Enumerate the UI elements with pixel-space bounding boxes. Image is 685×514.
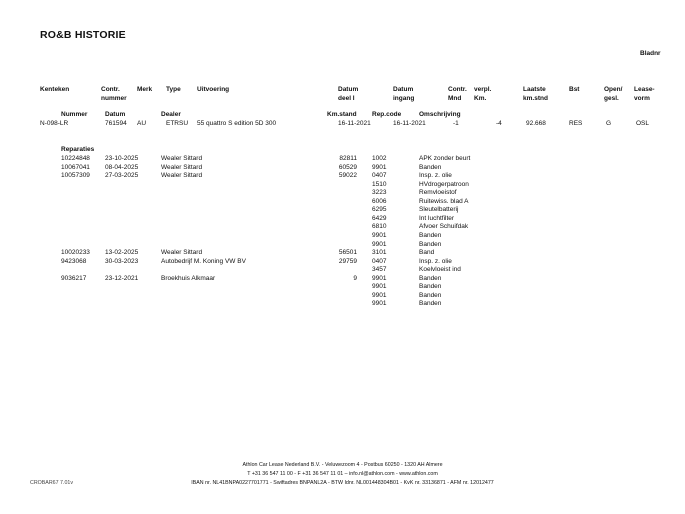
repair-kmstand: 60529 [338, 163, 357, 171]
header-open-gesl: Open/ gesl. [604, 86, 623, 102]
repair-code: 9901 [372, 283, 387, 291]
repair-nummer: 9036217 [61, 274, 87, 282]
repair-omschrijving: Banden [419, 300, 442, 308]
header-nummer: Nummer [61, 111, 88, 118]
repair-kmstand: 29759 [338, 257, 357, 265]
repair-code: 9901 [372, 240, 387, 248]
repair-kmstand: 56501 [338, 249, 357, 257]
repair-kmstand: 9 [353, 274, 357, 282]
repair-omschrijving: Insp. z. olie [419, 172, 452, 180]
header-datum-deel: Datum deel I [338, 86, 359, 102]
header-datum: Datum [105, 111, 126, 118]
repair-code: 9901 [372, 231, 387, 239]
repair-dealer: Wealer Sittard [161, 172, 203, 180]
repair-omschrijving: Koelvloeist ind [419, 266, 461, 274]
repair-code: 9901 [372, 274, 387, 282]
repair-omschrijving: Remvloeistof [419, 189, 457, 197]
repair-omschrijving: Int luchtfilter [419, 214, 455, 222]
repair-omschrijving: Insp. z. olie [419, 257, 452, 265]
repair-code: 6810 [372, 223, 387, 231]
repair-omschrijving: Ruitewiss. blad A [419, 197, 469, 205]
vehicle-kenteken: N-098-LR [40, 120, 69, 127]
repair-kmstand: 59022 [338, 172, 357, 180]
vehicle-leasevorm: OSL [636, 120, 650, 127]
repair-code: 9901 [372, 291, 387, 299]
repair-nummer: 10057309 [61, 172, 90, 180]
repair-datum: 30-03-2023 [105, 257, 139, 265]
repair-omschrijving: Afvoer Schuifdak [419, 223, 469, 231]
header-omschrijving: Omschrijving [419, 111, 461, 118]
header-type: Type [166, 86, 181, 93]
vehicle-verpl-km: -4 [496, 120, 502, 127]
repair-omschrijving: Banden [419, 283, 442, 291]
vehicle-kmstnd: 92.668 [526, 120, 546, 127]
repair-datum: 13-02-2025 [105, 249, 139, 257]
repair-omschrijving: APK zonder beurt [419, 155, 471, 162]
header-contr-mnd: Contr. Mnd [448, 86, 467, 102]
repair-omschrijving: HVdrogerpatroon [419, 180, 469, 188]
header-verpl-km: verpl. Km. [474, 86, 492, 102]
repair-code: 6006 [372, 197, 387, 205]
repair-dealer: Wealer Sittard [161, 249, 203, 257]
repair-code: 1002 [372, 155, 387, 162]
vehicle-datum-deel: 16-11-2021 [338, 120, 371, 127]
footer-contact: T +31 36 547 11 00 - F +31 36 547 11 01 – info.nl@athlon.com - www.athlon.com [247, 471, 438, 477]
repair-dealer: Wealer Sittard [161, 155, 203, 162]
repair-code: 3457 [372, 266, 387, 274]
header-laatste-kmstnd: Laatste km.stnd [523, 86, 548, 102]
repair-kmstand: 82811 [339, 155, 357, 162]
repair-code: 1510 [372, 180, 387, 188]
vehicle-contr-mnd: -1 [453, 120, 459, 127]
repair-nummer: 10224848 [61, 155, 90, 162]
repair-omschrijving: Sleutelbatterij [419, 206, 459, 214]
bladnr-label: Bladnr [640, 50, 661, 57]
repair-omschrijving: Banden [419, 163, 442, 171]
repair-datum: 27-03-2025 [105, 172, 139, 180]
header-repcode: Rep.code [372, 111, 402, 118]
repair-nummer: 10067041 [61, 163, 90, 171]
reparaties-heading: Reparaties [61, 146, 95, 153]
repair-code: 6295 [372, 206, 387, 214]
repair-omschrijving: Banden [419, 274, 442, 282]
header-kmstand: Km.stand [327, 111, 357, 118]
form-reference: CROBAR67 7.01v [30, 480, 73, 486]
header-dealer: Dealer [161, 111, 181, 118]
repair-code: 3101 [372, 249, 387, 257]
repair-omschrijving: Banden [419, 231, 442, 239]
header-contr-nummer: Contr. nummer [101, 86, 127, 102]
repair-omschrijving: Band [419, 249, 435, 257]
repair-code: 0407 [372, 257, 387, 265]
header-bst: Bst [569, 86, 580, 93]
repair-omschrijving: Banden [419, 291, 442, 299]
footer-bank: IBAN nr. NL41BNPA0227701771 - Swiftadres BNPANL2A - BTW Idnr. NL001448304B01 - KvK nr. 33136871 - AFM nr. 12012477 [191, 480, 494, 486]
repair-datum: 23-10-2025 [105, 155, 139, 162]
vehicle-bst: RES [569, 120, 583, 127]
header-kenteken: Kenteken [40, 86, 70, 93]
header-uitvoering: Uitvoering [197, 86, 230, 93]
repair-code: 6429 [372, 214, 387, 222]
repair-code: 3223 [372, 189, 387, 197]
repair-nummer: 10020233 [61, 249, 90, 257]
header-datum-ingang: Datum ingang [393, 86, 415, 102]
repair-datum: 23-12-2021 [105, 274, 139, 282]
header-leasevorm: Lease- vorm [634, 86, 655, 102]
vehicle-contract: 761594 [105, 120, 127, 127]
vehicle-open-gesl: G [606, 120, 612, 127]
header-merk: Merk [137, 86, 153, 93]
vehicle-uitvoering: 55 quattro S edition 5D 300 [197, 120, 277, 127]
vehicle-type: ETRSU [166, 120, 189, 127]
repair-nummer: 9423068 [61, 257, 87, 265]
repair-dealer: Broekhuis Alkmaar [161, 274, 216, 282]
repair-omschrijving: Banden [419, 240, 442, 248]
repair-dealer: Wealer Sittard [161, 163, 203, 171]
repair-code: 0407 [372, 172, 387, 180]
footer-address: Athlon Car Lease Nederland B.V. - Veluwezoom 4 - Postbus 60250 - 1320 AH Almere [242, 462, 443, 468]
vehicle-datum-ingang: 16-11-2021 [393, 120, 426, 127]
page-title: RO&B HISTORIE [40, 29, 126, 41]
repair-code: 9901 [372, 300, 387, 308]
repair-dealer: Autobedrijf M. Koning VW BV [161, 257, 246, 265]
repair-datum: 08-04-2025 [105, 163, 139, 171]
repair-code: 9901 [372, 163, 387, 171]
vehicle-merk: AU [137, 120, 147, 127]
